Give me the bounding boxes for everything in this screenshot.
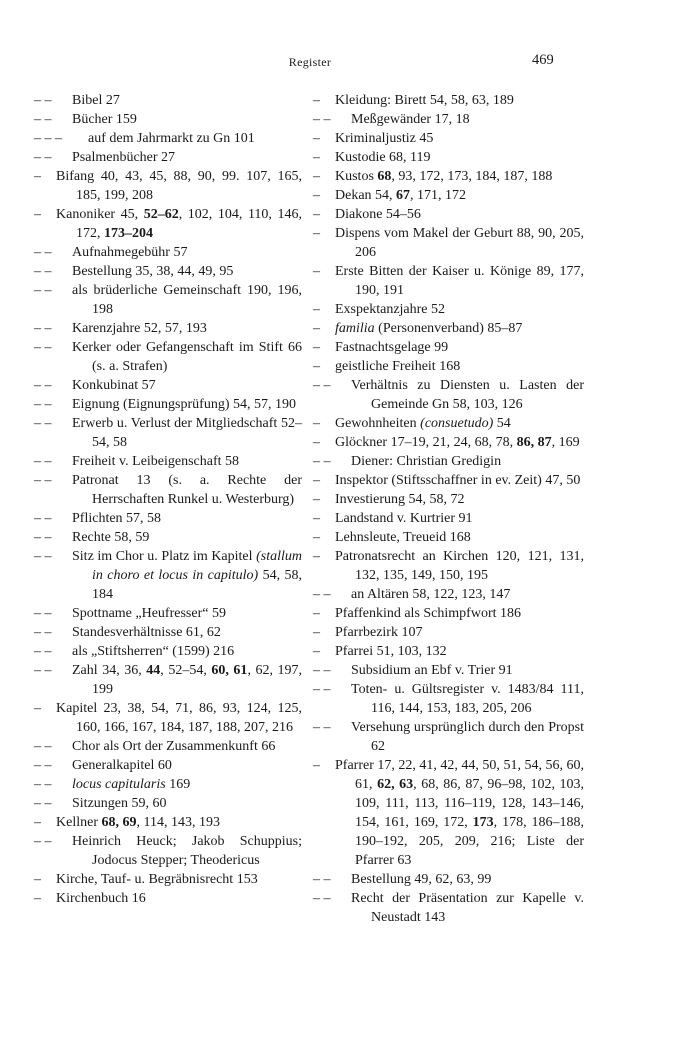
index-entry-text bbox=[34, 167, 302, 205]
index-entry-text bbox=[313, 338, 584, 357]
index-entry-text bbox=[34, 319, 302, 338]
index-entry-dash: – bbox=[313, 264, 320, 279]
index-entry-dash: – – bbox=[34, 150, 52, 165]
index-entry-text bbox=[34, 452, 302, 471]
index-entry-text bbox=[34, 205, 302, 243]
index-entry-segment: , 68, 86, 87, 96–98, 102, 103, 109, 111, 113, 116–119, 128, 143–146, 154, 161, 169, 172, bbox=[355, 777, 584, 830]
index-entry bbox=[34, 395, 302, 414]
index-entry-text bbox=[34, 813, 302, 832]
index-entry-text bbox=[313, 585, 584, 604]
index-entry-dash: – – – bbox=[34, 131, 62, 146]
index-entry-segment: Exspektanzjahre 52 bbox=[335, 302, 446, 317]
index-entry bbox=[313, 471, 584, 490]
index-entry bbox=[313, 91, 584, 110]
index-entry-dash: – bbox=[313, 188, 320, 203]
index-entry-segment: 52–62 bbox=[143, 207, 179, 222]
index-entry-dash: – bbox=[313, 606, 320, 621]
index-entry-dash: – – bbox=[34, 549, 52, 564]
index-entry-dash: – – bbox=[34, 397, 52, 412]
index-entry bbox=[34, 756, 302, 775]
index-entry bbox=[34, 205, 302, 243]
index-entry-segment: Aufnahmegebühr 57 bbox=[72, 245, 188, 260]
index-entry-segment: Verhältnis zu Diensten u. Lasten der Gemeinde Gn 58, 103, 126 bbox=[351, 378, 584, 412]
index-entry bbox=[313, 718, 584, 756]
index-entry-dash: – bbox=[34, 891, 41, 906]
index-entry-dash: – – bbox=[34, 93, 52, 108]
index-entry-dash: – bbox=[313, 131, 320, 146]
index-entry bbox=[34, 262, 302, 281]
index-entry-dash: – – bbox=[313, 682, 331, 697]
index-entry bbox=[34, 547, 302, 604]
index-entry bbox=[313, 338, 584, 357]
index-entry-segment: Glöckner 17–19, 21, 24, 68, 78, bbox=[335, 435, 517, 450]
index-entry-text bbox=[34, 832, 302, 870]
index-entry-dash: – – bbox=[313, 454, 331, 469]
index-entry bbox=[34, 338, 302, 376]
index-entry-segment: 44 bbox=[146, 663, 161, 678]
index-entry-text bbox=[313, 110, 584, 129]
index-entry-dash: – bbox=[313, 549, 320, 564]
index-entry bbox=[34, 832, 302, 870]
index-entry-segment: Bibel 27 bbox=[72, 93, 120, 108]
index-entry bbox=[34, 110, 302, 129]
index-entry-segment: Kleidung: Birett 54, 58, 63, 189 bbox=[335, 93, 514, 108]
index-entry bbox=[34, 623, 302, 642]
index-entry-text bbox=[34, 623, 302, 642]
index-entry-segment: Freiheit v. Leibeigenschaft 58 bbox=[72, 454, 240, 469]
index-entry-text bbox=[313, 604, 584, 623]
index-entry bbox=[313, 357, 584, 376]
index-entry-text bbox=[34, 281, 302, 319]
index-entry-dash: – – bbox=[313, 891, 331, 906]
index-entry-text bbox=[313, 680, 584, 718]
index-entry-text bbox=[313, 471, 584, 490]
index-entry-segment: , 62, 197, 199 bbox=[92, 663, 303, 697]
index-entry-text bbox=[313, 357, 584, 376]
index-entry-segment: Erste Bitten der Kaiser u. Könige 89, 177, 190, 191 bbox=[335, 264, 584, 298]
index-entry-segment: 169 bbox=[165, 777, 191, 792]
index-entry-text bbox=[313, 91, 584, 110]
index-entry-segment: , 171, 172 bbox=[410, 188, 467, 203]
index-entry-text bbox=[313, 148, 584, 167]
index-entry bbox=[34, 319, 302, 338]
index-entry-dash: – bbox=[34, 872, 41, 887]
index-entry-dash: – – bbox=[34, 340, 52, 355]
index-entry-text bbox=[34, 129, 302, 148]
index-entry bbox=[34, 376, 302, 395]
index-entry-segment: , 114, 143, 193 bbox=[136, 815, 220, 830]
index-entry-text bbox=[34, 889, 302, 908]
index-entry-dash: – – bbox=[313, 720, 331, 735]
index-entry-segment: 60, 61 bbox=[211, 663, 248, 678]
index-entry-text bbox=[313, 889, 584, 927]
index-entry-text bbox=[34, 110, 302, 129]
index-entry bbox=[313, 509, 584, 528]
index-entry-segment: Kapitel 23, 38, 54, 71, 86, 93, 124, 125, 160, 166, 167, 184, 187, 188, 207, 216 bbox=[56, 701, 302, 735]
index-entry-text bbox=[313, 205, 584, 224]
index-entry-dash: – – bbox=[313, 378, 331, 393]
index-entry-dash: – bbox=[313, 530, 320, 545]
index-entry-text bbox=[34, 395, 302, 414]
index-entry-segment: Diakone 54–56 bbox=[335, 207, 421, 222]
index-entry-dash: – – bbox=[313, 112, 331, 127]
index-entry-segment: Pfarrbezirk 107 bbox=[335, 625, 423, 640]
index-entry bbox=[313, 756, 584, 870]
index-entry-text bbox=[34, 699, 302, 737]
index-entry-dash: – bbox=[313, 93, 320, 108]
index-entry-segment: auf dem Jahrmarkt zu Gn 101 bbox=[88, 131, 255, 146]
index-entry-segment: , 169 bbox=[551, 435, 580, 450]
index-entry-segment: , 93, 172, 173, 184, 187, 188 bbox=[391, 169, 553, 184]
index-entry-text bbox=[313, 224, 584, 262]
index-entry-dash: – bbox=[313, 169, 320, 184]
index-entry-segment: Pfaffenkind als Schimpfwort 186 bbox=[335, 606, 521, 621]
index-entry bbox=[313, 528, 584, 547]
index-entry-segment: Gewohnheiten bbox=[335, 416, 421, 431]
index-entry bbox=[34, 281, 302, 319]
index-entry bbox=[34, 91, 302, 110]
index-entry-segment: Inspektor (Stiftsschaffner in ev. Zeit) 47, 50 bbox=[335, 473, 581, 488]
index-entry-segment: Patronat 13 (s. a. Rechte der Herrschaften Runkel u. Westerburg) bbox=[72, 473, 302, 507]
index-entry-segment: Kirche, Tauf- u. Begräbnisrecht 153 bbox=[56, 872, 258, 887]
index-entry-segment: 68, 69 bbox=[101, 815, 137, 830]
index-entry-dash: – – bbox=[34, 644, 52, 659]
index-entry-segment: Sitzungen 59, 60 bbox=[72, 796, 167, 811]
index-entry-dash: – bbox=[313, 492, 320, 507]
index-entry bbox=[313, 300, 584, 319]
index-entry bbox=[34, 813, 302, 832]
index-entry-segment: Dekan 54, bbox=[335, 188, 397, 203]
index-entry-text bbox=[313, 642, 584, 661]
index-entry-dash: – bbox=[34, 701, 41, 716]
index-entry-dash: – bbox=[313, 435, 320, 450]
index-entry-dash: – bbox=[313, 644, 320, 659]
index-entry-text bbox=[34, 262, 302, 281]
index-entry bbox=[34, 889, 302, 908]
index-entry-dash: – – bbox=[34, 264, 52, 279]
index-entry-segment: (consuetudo) bbox=[420, 416, 494, 431]
index-entry bbox=[313, 148, 584, 167]
index-entry-dash: – bbox=[34, 169, 41, 184]
index-entry bbox=[34, 794, 302, 813]
index-entry-segment: Landstand v. Kurtrier 91 bbox=[335, 511, 473, 526]
index-entry-dash: – – bbox=[313, 587, 331, 602]
index-entry bbox=[313, 414, 584, 433]
index-entry-text bbox=[313, 452, 584, 471]
index-entry-dash: – bbox=[34, 815, 41, 830]
index-entry bbox=[313, 452, 584, 471]
index-entry bbox=[34, 167, 302, 205]
index-entry-segment: Kellner bbox=[56, 815, 102, 830]
index-entry-segment: Bifang 40, 43, 45, 88, 90, 99. 107, 165, 185, 199, 208 bbox=[56, 169, 302, 203]
index-entry-dash: – – bbox=[34, 416, 52, 431]
index-entry-dash: – – bbox=[313, 872, 331, 887]
index-entry-text bbox=[313, 528, 584, 547]
index-entry-text bbox=[34, 243, 302, 262]
index-entry-text bbox=[313, 756, 584, 870]
index-entry-text bbox=[313, 129, 584, 148]
index-entry-segment: locus capitularis bbox=[72, 777, 166, 792]
index-entry-text bbox=[313, 186, 584, 205]
index-entry-segment: Heinrich Heuck; Jakob Schuppius; Jodocus Stepper; Theodericus bbox=[72, 834, 302, 868]
index-entry-dash: – – bbox=[34, 758, 52, 773]
index-entry-segment: Diener: Christian Gredigin bbox=[351, 454, 502, 469]
index-entry-segment: 67 bbox=[396, 188, 411, 203]
index-entry-text bbox=[313, 661, 584, 680]
index-entry bbox=[313, 680, 584, 718]
index-entry-text bbox=[313, 547, 584, 585]
index-entry-text bbox=[313, 623, 584, 642]
index-entry-text bbox=[34, 870, 302, 889]
index-entry-text bbox=[313, 414, 584, 433]
index-entry-segment: an Altären 58, 122, 123, 147 bbox=[351, 587, 511, 602]
index-entry bbox=[313, 585, 584, 604]
index-entry bbox=[313, 604, 584, 623]
index-entry-dash: – bbox=[313, 416, 320, 431]
index-entry bbox=[34, 604, 302, 623]
index-entry-segment: Kriminaljustiz 45 bbox=[335, 131, 434, 146]
index-entry-text bbox=[34, 148, 302, 167]
index-entry-dash: – – bbox=[34, 606, 52, 621]
index-entry-dash: – bbox=[313, 625, 320, 640]
index-entry-segment: Bücher 159 bbox=[72, 112, 137, 127]
index-entry-segment: Eignung (Eignungsprüfung) 54, 57, 190 bbox=[72, 397, 296, 412]
index-entry-segment: 86, 87 bbox=[516, 435, 552, 450]
index-entry-segment: , 52–54, bbox=[160, 663, 212, 678]
index-entry bbox=[34, 775, 302, 794]
index-entry-segment: Pfarrei 51, 103, 132 bbox=[335, 644, 447, 659]
index-entry-dash: – – bbox=[34, 454, 52, 469]
index-entry-segment: Zahl 34, 36, bbox=[72, 663, 147, 678]
index-entry-segment: Erwerb u. Verlust der Mitgliedschaft 52–54, 58 bbox=[72, 416, 302, 450]
index-entry bbox=[313, 376, 584, 414]
index-entry-segment: Investierung 54, 58, 72 bbox=[335, 492, 465, 507]
index-entry-dash: – – bbox=[34, 663, 52, 678]
index-entry-segment: Versehung ursprünglich durch den Propst 62 bbox=[351, 720, 584, 754]
index-entry-text bbox=[34, 604, 302, 623]
index-entry bbox=[34, 452, 302, 471]
index-entry-segment: 62, 63 bbox=[377, 777, 414, 792]
index-entry bbox=[34, 414, 302, 452]
index-entry-text bbox=[313, 319, 584, 338]
index-entry-text bbox=[34, 414, 302, 452]
index-entry-segment: Kustodie 68, 119 bbox=[335, 150, 431, 165]
index-entry-segment: 54 bbox=[493, 416, 511, 431]
index-entry-segment: Toten- u. Gültsregister v. 1483/84 111, 116, 144, 153, 183, 205, 206 bbox=[351, 682, 584, 716]
index-entry-segment: Generalkapitel 60 bbox=[72, 758, 172, 773]
index-entry bbox=[34, 642, 302, 661]
index-entry bbox=[313, 661, 584, 680]
index-entry-segment: Bestellung 49, 62, 63, 99 bbox=[351, 872, 492, 887]
running-header-title: Register bbox=[288, 55, 332, 69]
index-entry-text bbox=[313, 262, 584, 300]
index-entry-dash: – – bbox=[34, 473, 52, 488]
index-entry bbox=[34, 661, 302, 699]
index-entry-text bbox=[313, 167, 584, 186]
index-entry-text bbox=[34, 794, 302, 813]
index-entry-dash: – – bbox=[34, 777, 52, 792]
index-entry-dash: – – bbox=[34, 511, 52, 526]
index-entry-segment: Pfarrer 17, 22, 41, 42, 44, 50, 51, 54, 56, 60, 61, bbox=[335, 758, 584, 792]
index-entry-dash: – bbox=[313, 359, 320, 374]
index-entry bbox=[313, 129, 584, 148]
index-entry-text bbox=[34, 338, 302, 376]
index-entry-segment: Psalmenbücher 27 bbox=[72, 150, 176, 165]
index-entry-segment: 173–204 bbox=[104, 226, 153, 241]
index-entry-text bbox=[313, 490, 584, 509]
index-entry-dash: – bbox=[313, 302, 320, 317]
index-entry-segment: (stallum in choro et locus in capitulo) bbox=[92, 549, 302, 583]
index-entry-segment: Bestellung 35, 38, 44, 49, 95 bbox=[72, 264, 234, 279]
index-entry-segment: Fastnachtsgelage 99 bbox=[335, 340, 449, 355]
index-entry bbox=[313, 490, 584, 509]
index-entry bbox=[34, 471, 302, 509]
index-entry-segment: , 102, 104, 110, 146, 172, bbox=[76, 207, 302, 241]
index-entry bbox=[313, 623, 584, 642]
index-entry-dash: – – bbox=[34, 739, 52, 754]
index-entry-text bbox=[34, 528, 302, 547]
index-entry-segment: 54, 58, 184 bbox=[92, 568, 303, 602]
index-entry-text bbox=[34, 376, 302, 395]
index-entry bbox=[34, 129, 302, 148]
index-entry bbox=[34, 509, 302, 528]
index-entry-dash: – bbox=[34, 207, 41, 222]
index-entry-text bbox=[313, 870, 584, 889]
index-entry-text bbox=[313, 718, 584, 756]
index-entry bbox=[313, 186, 584, 205]
index-entry-dash: – – bbox=[34, 530, 52, 545]
index-entry-dash: – – bbox=[34, 378, 52, 393]
index-entry bbox=[34, 148, 302, 167]
index-entry-segment: 173 bbox=[472, 815, 494, 830]
index-entry bbox=[313, 547, 584, 585]
index-entry-segment: Kerker oder Gefangenschaft im Stift 66 (s. a. Strafen) bbox=[72, 340, 302, 374]
index-entry bbox=[313, 262, 584, 300]
index-entry-dash: – bbox=[313, 758, 320, 773]
index-entry-segment: als „Stiftsherren“ (1599) 216 bbox=[72, 644, 235, 659]
index-entry-dash: – – bbox=[313, 663, 331, 678]
index-entry-text bbox=[34, 471, 302, 509]
index-entry-dash: – – bbox=[34, 834, 52, 849]
index-entry-segment: Karenzjahre 52, 57, 193 bbox=[72, 321, 207, 336]
index-entry-dash: – bbox=[313, 473, 320, 488]
index-entry-dash: – bbox=[313, 321, 320, 336]
index-entry-dash: – bbox=[313, 150, 320, 165]
index-entry-segment: Lehnsleute, Treueid 168 bbox=[335, 530, 471, 545]
index-entry-segment: Standesverhältnisse 61, 62 bbox=[72, 625, 221, 640]
index-entry-segment: Pflichten 57, 58 bbox=[72, 511, 162, 526]
index-entry bbox=[34, 699, 302, 737]
index-entry-segment: als brüderliche Gemeinschaft 190, 196, 198 bbox=[72, 283, 302, 317]
index-entry-segment: Dispens vom Makel der Geburt 88, 90, 205, 206 bbox=[335, 226, 584, 260]
index-entry bbox=[313, 205, 584, 224]
page-number: 469 bbox=[532, 52, 554, 68]
index-entry-text bbox=[313, 509, 584, 528]
index-entry-segment: Kanoniker 45, bbox=[56, 207, 144, 222]
index-entry bbox=[313, 224, 584, 262]
index-entry bbox=[313, 889, 584, 927]
index-entry-dash: – – bbox=[34, 112, 52, 127]
index-entry bbox=[313, 319, 584, 338]
index-entry-segment: Subsidium an Ebf v. Trier 91 bbox=[351, 663, 513, 678]
index-entry-segment: Sitz im Chor u. Platz im Kapitel bbox=[72, 549, 257, 564]
index-entry-dash: – bbox=[313, 226, 320, 241]
index-entry bbox=[34, 870, 302, 889]
index-entry-dash: – bbox=[313, 511, 320, 526]
index-entry-segment: Kirchenbuch 16 bbox=[56, 891, 146, 906]
index-entry-segment: 68 bbox=[377, 169, 392, 184]
index-entry-dash: – bbox=[313, 207, 320, 222]
index-entry bbox=[34, 243, 302, 262]
index-column-right bbox=[313, 91, 584, 927]
index-entry bbox=[313, 110, 584, 129]
index-entry-dash: – – bbox=[34, 283, 52, 298]
index-entry-dash: – – bbox=[34, 245, 52, 260]
index-entry-segment: Chor als Ort der Zusammenkunft 66 bbox=[72, 739, 276, 754]
index-entry bbox=[313, 433, 584, 452]
index-entry-segment: Rechte 58, 59 bbox=[72, 530, 150, 545]
index-entry-text bbox=[34, 547, 302, 604]
index-entry-segment: familia bbox=[335, 321, 375, 336]
index-entry-text bbox=[34, 91, 302, 110]
index-entry bbox=[34, 528, 302, 547]
index-entry-segment: Patronatsrecht an Kirchen 120, 121, 131, 132, 135, 149, 150, 195 bbox=[335, 549, 584, 583]
index-entry-dash: – – bbox=[34, 796, 52, 811]
index-entry bbox=[313, 642, 584, 661]
index-entry-segment: , 178, 186–188, 190–192, 205, 209, 216; Liste der Pfarrer 63 bbox=[355, 815, 585, 868]
index-entry-segment: Konkubinat 57 bbox=[72, 378, 156, 393]
index-entry-segment: Spottname „Heufresser“ 59 bbox=[72, 606, 226, 621]
index-entry-dash: – – bbox=[34, 625, 52, 640]
index-entry-text bbox=[34, 775, 302, 794]
index-entry-text bbox=[34, 756, 302, 775]
index-entry bbox=[313, 870, 584, 889]
index-entry-text bbox=[34, 509, 302, 528]
index-column-left bbox=[34, 91, 302, 908]
index-entry-dash: – – bbox=[34, 321, 52, 336]
index-entry-segment: geistliche Freiheit 168 bbox=[335, 359, 461, 374]
index-entry-text bbox=[313, 376, 584, 414]
index-entry-text bbox=[34, 661, 302, 699]
index-entry-segment: Kustos bbox=[335, 169, 378, 184]
index-entry bbox=[34, 737, 302, 756]
index-entry-dash: – bbox=[313, 340, 320, 355]
index-entry-segment: Recht der Präsentation zur Kapelle v. Neustadt 143 bbox=[351, 891, 584, 925]
index-entry-text bbox=[34, 737, 302, 756]
index-entry-segment: (Personenverband) 85–87 bbox=[374, 321, 523, 336]
index-entry-text bbox=[313, 300, 584, 319]
index-entry-segment: Meßgewänder 17, 18 bbox=[351, 112, 470, 127]
index-entry bbox=[313, 167, 584, 186]
index-entry-text bbox=[34, 642, 302, 661]
index-entry-text bbox=[313, 433, 584, 452]
